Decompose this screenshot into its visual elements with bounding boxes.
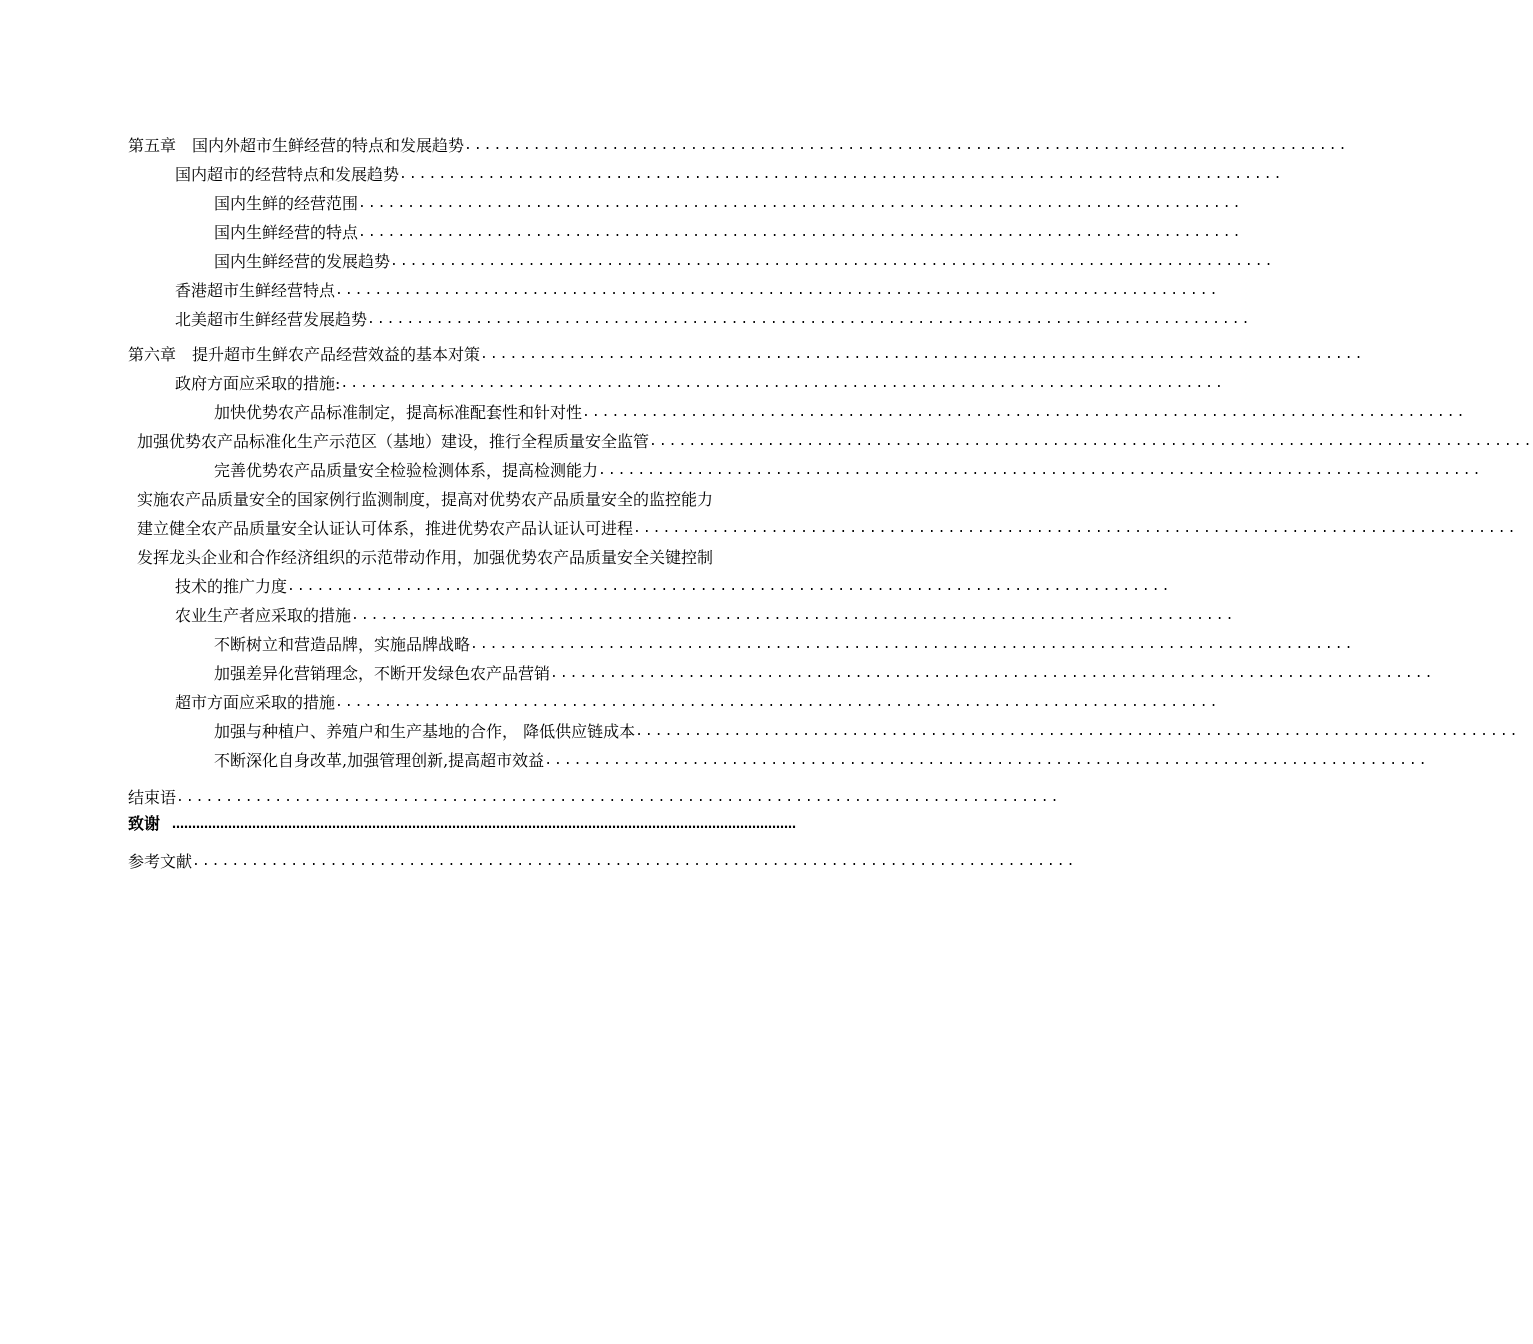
toc-entry-6-1-2[interactable]: [137, 429, 1533, 455]
toc-entry-text: 参考文献: [128, 852, 193, 871]
toc-entry-text: 不断树立和营造品牌，实施品牌战略: [214, 635, 471, 654]
toc-entry-5-1-3[interactable]: [214, 249, 1275, 275]
toc-entry-6-3-2[interactable]: [214, 748, 1429, 774]
toc-entry-6-1[interactable]: [175, 371, 1225, 397]
toc-entry-text: 北美超市生鲜经营发展趋势: [175, 310, 368, 329]
toc-entry-6-1-4[interactable]: [137, 487, 827, 513]
toc-entry-text: 致谢: [128, 814, 161, 833]
toc-entry-5-2[interactable]: [175, 278, 1220, 304]
dot-leader: ..........................................................................................: [598, 463, 1483, 478]
toc-entry-acknowledgement[interactable]: [128, 811, 796, 837]
dot-leader: ..........................................................................................: [470, 637, 1355, 652]
toc-entry-5-1[interactable]: [175, 162, 1284, 188]
dot-leader: ..........................................................................................: [358, 196, 1243, 211]
toc-entry-text: 加强与种植户、养殖户和生产基地的合作， 降低供应链成本: [214, 722, 636, 741]
dot-leader: ..........................................................................................: [480, 347, 1365, 362]
toc-entry-text: 建立健全农产品质量安全认证认可体系，推进优势农产品认证认可进程: [137, 519, 634, 538]
toc-entry-text: 国内生鲜经营的特点: [214, 223, 359, 242]
dot-leader: ..........................................................................................: [351, 608, 1236, 623]
dot-leader: ..........................................................................................: [544, 753, 1429, 768]
toc-entry-text: 国内生鲜经营的发展趋势: [214, 252, 391, 271]
dot-leader: ..........................................................................................: [335, 695, 1220, 710]
toc-entry-text: 实施农产品质量安全的国家例行监测制度，提高对优势农产品质量安全的监控能力: [137, 490, 714, 509]
toc-entry-text: 加强优势农产品标准化生产示范区（基地）建设，推行全程质量安全监管: [137, 432, 650, 451]
toc-entry-6-1-5[interactable]: [137, 516, 1518, 542]
toc-entry-text: 加快优势农产品标准制定，提高标准配套性和针对性: [214, 403, 583, 422]
toc-entry-text: 结束语: [128, 788, 177, 807]
toc-entry-6-1-6-cont[interactable]: [175, 574, 1172, 600]
toc-entry-text: 技术的推广力度: [175, 577, 288, 596]
toc-entry-text: 国内生鲜的经营范围: [214, 194, 359, 213]
toc-entry-6-1-1[interactable]: [214, 400, 1467, 426]
dot-leader: ..........................................................................................: [649, 434, 1533, 449]
dot-leader: ..........................................................................................: [399, 167, 1284, 182]
toc-entry-6-2-1[interactable]: [214, 632, 1355, 658]
toc-entry-6-1-3[interactable]: [214, 458, 1483, 484]
dot-leader: ..........................................................................................: [582, 405, 1467, 420]
dot-leader: ..........................................................................................: [367, 312, 1252, 327]
toc-entry-chapter-5[interactable]: [128, 133, 1349, 159]
dot-leader: …………………………………………………………………………………………………………………………………………: [172, 817, 796, 831]
dot-leader: ..........................................................................................: [550, 666, 1435, 681]
toc-entry-references[interactable]: [128, 849, 1077, 875]
toc-entry-5-1-1[interactable]: [214, 191, 1243, 217]
toc-entry-text: 超市方面应采取的措施: [175, 693, 336, 712]
dot-leader: ..........................................................................................: [464, 138, 1349, 153]
dot-leader: ..........................................................................................: [287, 579, 1172, 594]
toc-entry-text: 第六章 提升超市生鲜农产品经营效益的基本对策: [128, 345, 481, 364]
toc-entry-text: 加强差异化营销理念，不断开发绿色农产品营销: [214, 664, 551, 683]
toc-entry-6-2[interactable]: [175, 603, 1236, 629]
dot-leader: ..........................................................................................: [176, 790, 1061, 805]
dot-leader: ..........................................................................................: [340, 376, 1225, 391]
toc-entry-6-3[interactable]: [175, 690, 1220, 716]
toc-entry-text: 农业生产者应采取的措施: [175, 606, 352, 625]
toc-entry-text: 不断深化自身改革,加强管理创新,提高超市效益: [214, 751, 545, 770]
toc-entry-6-1-6[interactable]: [137, 545, 827, 571]
toc-entry-5-1-2[interactable]: [214, 220, 1243, 246]
dot-leader: ..........................................................................................: [390, 254, 1275, 269]
toc-entry-5-3[interactable]: [175, 307, 1252, 333]
toc-entry-6-2-2[interactable]: [214, 661, 1435, 687]
dot-leader: ..........................................................................................: [635, 724, 1520, 739]
toc-entry-6-3-1[interactable]: [214, 719, 1520, 745]
dot-leader: ..........................................................................................: [335, 283, 1220, 298]
toc-entry-text: 发挥龙头企业和合作经济组织的示范带动作用，加强优势农产品质量安全关键控制: [137, 548, 714, 567]
dot-leader: ..........................................................................................: [192, 854, 1077, 869]
toc-entry-text: 第五章 国内外超市生鲜经营的特点和发展趋势: [128, 136, 465, 155]
toc-entry-text: 完善优势农产品质量安全检验检测体系，提高检测能力: [214, 461, 599, 480]
dot-leader: ..........................................................................................: [358, 225, 1243, 240]
toc-entry-text: 政府方面应采取的措施:: [175, 374, 341, 393]
toc-entry-chapter-6[interactable]: [128, 342, 1365, 368]
toc-entry-text: 香港超市生鲜经营特点: [175, 281, 336, 300]
toc-entry-conclusion[interactable]: [128, 785, 1061, 811]
toc-entry-text: 国内超市的经营特点和发展趋势: [175, 165, 400, 184]
dot-leader: ..........................................................................................: [633, 521, 1518, 536]
